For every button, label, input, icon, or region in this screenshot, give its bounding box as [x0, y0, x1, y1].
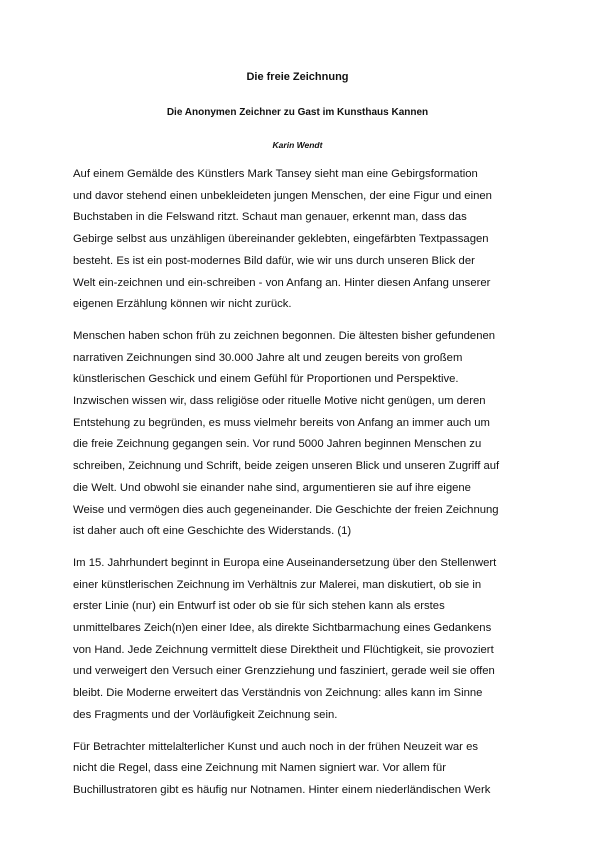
- paragraph-line: bleibt. Die Moderne erweitert das Verständnis von Zeichnung: alles kann im Sinne: [73, 687, 483, 700]
- paragraph-line: Weise und vermögen dies auch gegeneinander. Die Geschichte der freien Zeichnung: [73, 503, 499, 516]
- paragraph-line: Welt ein-zeichnen und ein-schreiben - von Anfang an. Hinter diesen Anfang unserer: [73, 276, 491, 289]
- document-subtitle: Die Anonymen Zeichner zu Gast im Kunsthaus Kannen: [166, 107, 429, 118]
- body-paragraph: [73, 553, 533, 727]
- paragraph-line: die Welt. Und obwohl sie einander nahe sind, argumentieren sie auf ihre eigene: [73, 481, 471, 494]
- paragraph-line: von Hand. Jede Zeichnung vermittelt diese Direktheit und Flüchtigkeit, sie provoziert: [73, 643, 494, 656]
- body-paragraph: [73, 326, 533, 543]
- paragraph-line: Inzwischen wissen wir, dass religiöse oder rituelle Motive nicht genügen, um deren: [73, 395, 486, 408]
- paragraph-line: Entstehung zu begründen, es muss vielmehr bereits von Anfang an immer auch um: [73, 416, 490, 429]
- paragraph-line: Gebirge selbst aus unzähligen übereinander geklebten, eingefärbten Textpassagen: [73, 233, 489, 246]
- paragraph-line: Für Betrachter mittelalterlicher Kunst und auch noch in der frühen Neuzeit war es: [73, 740, 479, 753]
- paragraph-line: Menschen haben schon früh zu zeichnen begonnen. Die ältesten bisher gefundenen: [73, 329, 496, 342]
- paragraph-line: Buchillustratoren gibt es häufig nur Notnamen. Hinter einem niederländischen Werk: [73, 783, 491, 796]
- paragraph-line: einer künstlerischen Zeichnung im Verhältnis zur Malerei, man diskutiert, ob sie in: [73, 578, 482, 591]
- paragraph-line: besteht. Es ist ein post-modernes Bild dafür, wie wir uns durch unseren Blick der: [73, 254, 475, 267]
- paragraph-line: ist daher auch oft eine Geschichte des Widerstands. (1): [73, 525, 352, 538]
- document-body: [73, 164, 533, 812]
- body-paragraph: [73, 164, 533, 316]
- paragraph-line: narrativen Zeichnungen sind 30.000 Jahre alt und zeugen bereits von großem: [73, 351, 463, 364]
- document-title: Die freie Zeichnung: [246, 71, 349, 83]
- paragraph-line: und verweigert den Versuch einer Grenzziehung und fasziniert, gerade weil sie offen: [73, 665, 495, 678]
- paragraph-line: und davor stehend einen unbekleideten jungen Menschen, der eine Figur und einen: [73, 189, 492, 202]
- paragraph-line: nicht die Regel, dass eine Zeichnung mit Namen signiert war. Vor allem für: [73, 762, 446, 775]
- paragraph-line: Auf einem Gemälde des Künstlers Mark Tansey sieht man eine Gebirgsformation: [73, 168, 478, 180]
- paragraph-line: des Fragments und der Vorläufigkeit Zeichnung sein.: [73, 708, 338, 721]
- paragraph-line: schreiben, Zeichnung und Schrift, beide zeigen unseren Blick und unseren Zugriff auf: [73, 460, 500, 473]
- paragraph-line: die freie Zeichnung gegangen sein. Vor rund 5000 Jahren beginnen Menschen zu: [73, 438, 482, 451]
- paragraph-line: Im 15. Jahrhundert beginnt in Europa eine Auseinandersetzung über den Stellenwert: [73, 556, 497, 569]
- paragraph-line: künstlerischen Geschick und einem Gefühl für Proportionen und Perspektive.: [73, 373, 459, 386]
- paragraph-line: eigenen Erzählung können wir nicht zurück.: [73, 298, 292, 311]
- body-paragraph: [73, 737, 533, 802]
- document-author: Karin Wendt: [272, 140, 323, 150]
- paragraph-line: Buchstaben in die Felswand ritzt. Schaut man genauer, erkennt man, dass das: [73, 211, 467, 224]
- paragraph-line: unmittelbares Zeich(n)en einer Idee, als direkte Sichtbarmachung eines Gedankens: [73, 622, 492, 635]
- paragraph-line: erster Linie (nur) ein Entwurf ist oder ob sie für sich stehen kann als erstes: [73, 600, 445, 613]
